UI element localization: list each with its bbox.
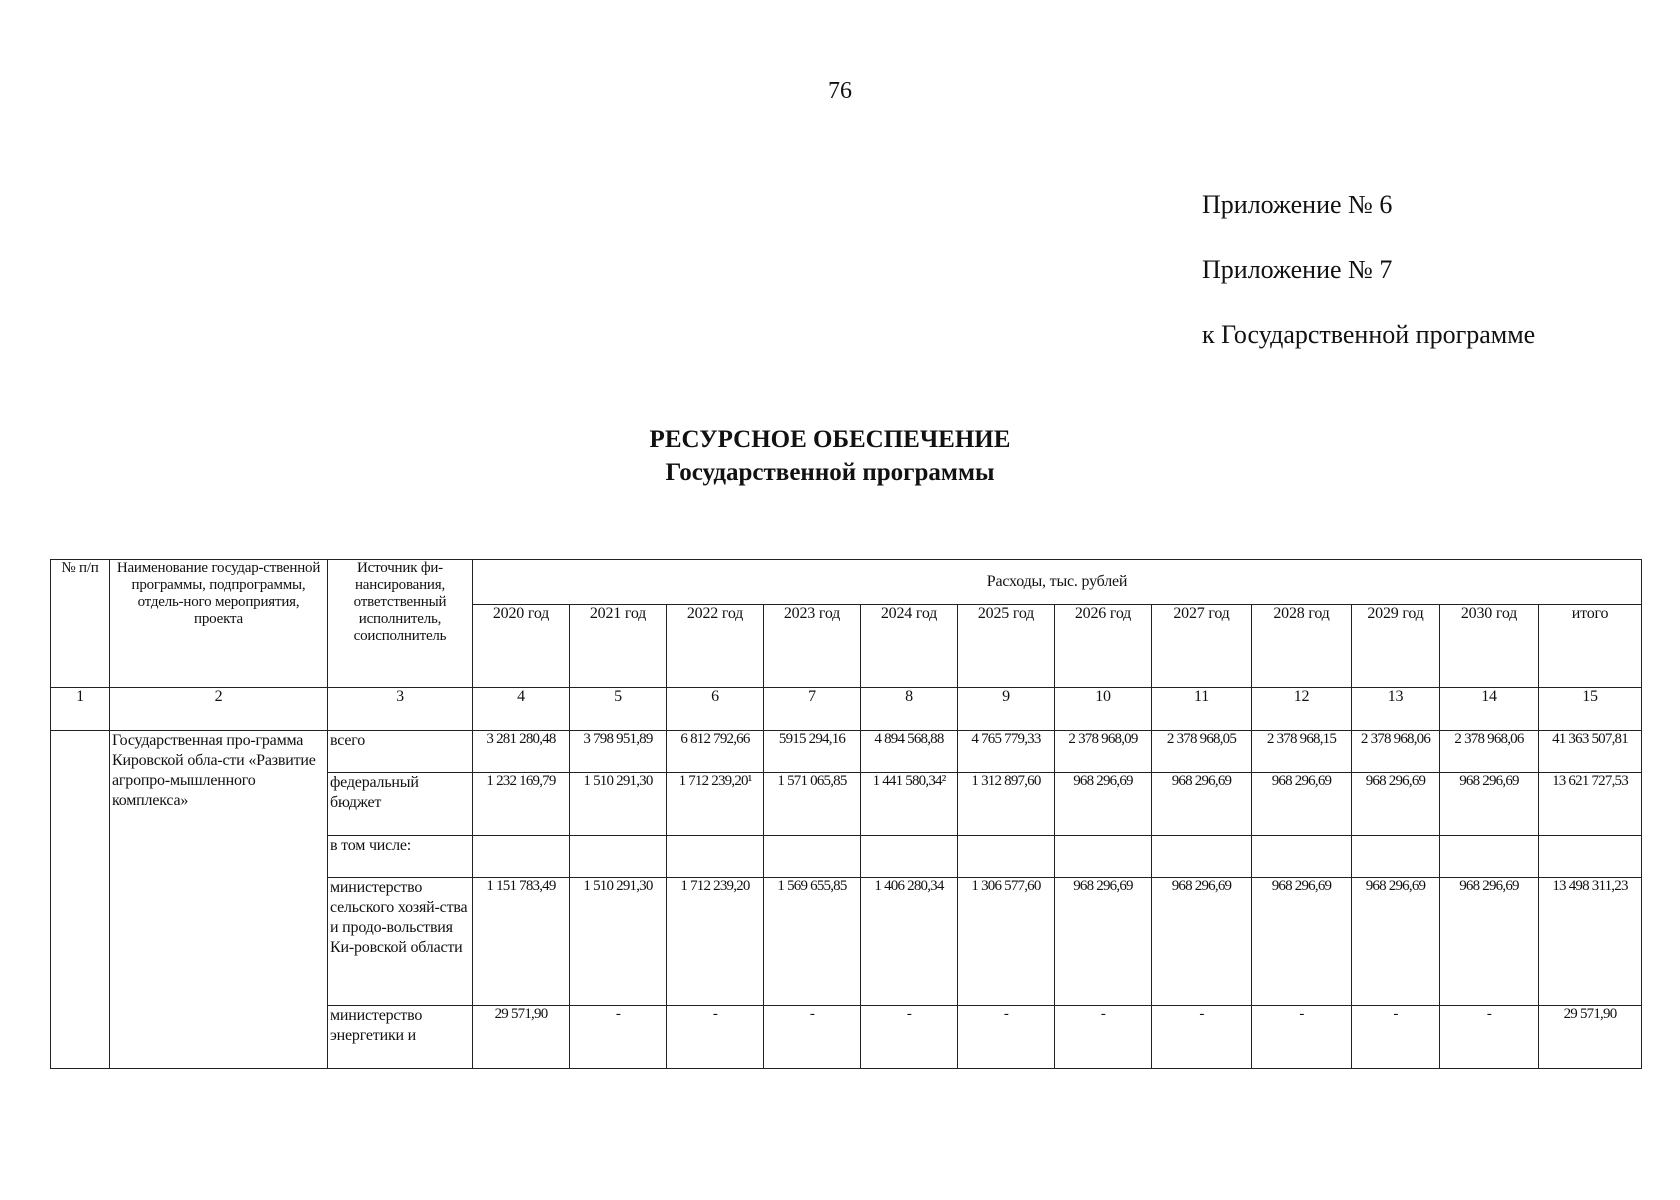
value-cell: 4 894 568,88 — [861, 731, 958, 773]
value-cell: - — [1152, 1006, 1252, 1069]
value-cell: - — [667, 1006, 764, 1069]
header-source: Источник фи-нансирования, ответственный исполнитель, соисполнитель — [328, 560, 473, 688]
header-expenses: Расходы, тыс. рублей — [473, 560, 1642, 605]
value-cell: - — [1252, 1006, 1352, 1069]
value-cell: 968 296,69 — [1055, 773, 1152, 836]
value-cell: 2 378 968,06 — [1352, 731, 1440, 773]
column-number: 4 — [473, 688, 570, 731]
column-number: 3 — [328, 688, 473, 731]
value-cell: 1 441 580,34² — [861, 773, 958, 836]
column-number: 13 — [1352, 688, 1440, 731]
value-cell: 29 571,90 — [1539, 1006, 1642, 1069]
funding-source: министерство энергетики и — [328, 1006, 473, 1069]
header-year: 2020 год — [473, 605, 570, 688]
value-cell: - — [570, 1006, 667, 1069]
header-year: 2025 год — [958, 605, 1055, 688]
row-number-cell — [51, 731, 110, 1069]
column-number: 6 — [667, 688, 764, 731]
resource-table — [50, 559, 1642, 1069]
value-cell: 968 296,69 — [1352, 773, 1440, 836]
header-year: 2030 год — [1440, 605, 1539, 688]
value-cell — [1252, 836, 1352, 878]
annex-line-1: Приложение № 6 — [1202, 190, 1393, 219]
funding-source: в том числе: — [328, 836, 473, 878]
column-number: 11 — [1152, 688, 1252, 731]
header-year: 2022 год — [667, 605, 764, 688]
value-cell: 13 498 311,23 — [1539, 878, 1642, 1006]
value-cell — [570, 836, 667, 878]
value-cell: - — [1055, 1006, 1152, 1069]
annex-line-2: Приложение № 7 — [1202, 255, 1393, 284]
value-cell: 968 296,69 — [1252, 773, 1352, 836]
value-cell: 41 363 507,81 — [1539, 731, 1642, 773]
value-cell: - — [1440, 1006, 1539, 1069]
column-number: 14 — [1440, 688, 1539, 731]
column-number: 7 — [764, 688, 861, 731]
value-cell: 2 378 968,15 — [1252, 731, 1352, 773]
value-cell: 968 296,69 — [1152, 773, 1252, 836]
column-number: 15 — [1539, 688, 1642, 731]
value-cell: 4 765 779,33 — [958, 731, 1055, 773]
column-number: 9 — [958, 688, 1055, 731]
value-cell: 29 571,90 — [473, 1006, 570, 1069]
column-number: 5 — [570, 688, 667, 731]
value-cell: 1 312 897,60 — [958, 773, 1055, 836]
value-cell: 3 798 951,89 — [570, 731, 667, 773]
header-total: итого — [1539, 605, 1642, 688]
value-cell: 13 621 727,53 — [1539, 773, 1642, 836]
value-cell: 1 232 169,79 — [473, 773, 570, 836]
value-cell: 968 296,69 — [1252, 878, 1352, 1006]
value-cell: 1 306 577,60 — [958, 878, 1055, 1006]
value-cell: - — [861, 1006, 958, 1069]
header-name: Наименование государ-ственной программы, подпрограммы, отдель-ного мероприятия, проекта — [110, 560, 328, 688]
value-cell: 1 571 065,85 — [764, 773, 861, 836]
header-year: 2023 год — [764, 605, 861, 688]
value-cell: - — [1352, 1006, 1440, 1069]
column-number: 10 — [1055, 688, 1152, 731]
header-year: 2027 год — [1152, 605, 1252, 688]
value-cell — [473, 836, 570, 878]
annex-line-3: к Государственной программе — [1202, 320, 1536, 349]
header-year: 2028 год — [1252, 605, 1352, 688]
value-cell — [861, 836, 958, 878]
document-title: РЕСУРСНОЕ ОБЕСПЕЧЕНИЕ — [649, 426, 1011, 453]
value-cell: 2 378 968,06 — [1440, 731, 1539, 773]
value-cell: 1 151 783,49 — [473, 878, 570, 1006]
value-cell: 968 296,69 — [1055, 878, 1152, 1006]
header-num: № п/п — [51, 560, 110, 688]
column-number: 2 — [110, 688, 328, 731]
value-cell: 2 378 968,05 — [1152, 731, 1252, 773]
header-year: 2021 год — [570, 605, 667, 688]
value-cell: - — [958, 1006, 1055, 1069]
value-cell — [764, 836, 861, 878]
column-number-row — [51, 688, 1642, 731]
value-cell: 1 406 280,34 — [861, 878, 958, 1006]
funding-source: всего — [328, 731, 473, 773]
table-row — [51, 731, 1642, 773]
value-cell: 2 378 968,09 — [1055, 731, 1152, 773]
value-cell: 968 296,69 — [1352, 878, 1440, 1006]
value-cell: 6 812 792,66 — [667, 731, 764, 773]
value-cell — [1055, 836, 1152, 878]
value-cell — [1440, 836, 1539, 878]
column-number: 1 — [51, 688, 110, 731]
column-number: 12 — [1252, 688, 1352, 731]
value-cell — [958, 836, 1055, 878]
value-cell: 3 281 280,48 — [473, 731, 570, 773]
header-year: 2024 год — [861, 605, 958, 688]
value-cell: 5915 294,16 — [764, 731, 861, 773]
value-cell: 968 296,69 — [1440, 878, 1539, 1006]
header-year: 2026 год — [1055, 605, 1152, 688]
header-year: 2029 год — [1352, 605, 1440, 688]
funding-source: министерство сельского хозяй-ства и продо-вольствия Ки-ровской области — [328, 878, 473, 1006]
value-cell — [1152, 836, 1252, 878]
value-cell: 1 569 655,85 — [764, 878, 861, 1006]
value-cell — [1352, 836, 1440, 878]
column-number: 8 — [861, 688, 958, 731]
document-subtitle: Государственной программы — [665, 459, 995, 486]
header-row — [51, 560, 1642, 605]
program-name: Государственная про-грамма Кировской обла-сти «Развитие агропро-мышленного комплекса» — [110, 731, 328, 1069]
value-cell: - — [764, 1006, 861, 1069]
value-cell: 968 296,69 — [1440, 773, 1539, 836]
value-cell: 1 712 239,20¹ — [667, 773, 764, 836]
value-cell: 1 510 291,30 — [570, 773, 667, 836]
page-number: 76 — [828, 78, 852, 104]
value-cell — [1539, 836, 1642, 878]
value-cell: 1 712 239,20 — [667, 878, 764, 1006]
value-cell: 968 296,69 — [1152, 878, 1252, 1006]
funding-source: федеральный бюджет — [328, 773, 473, 836]
value-cell: 1 510 291,30 — [570, 878, 667, 1006]
value-cell — [667, 836, 764, 878]
